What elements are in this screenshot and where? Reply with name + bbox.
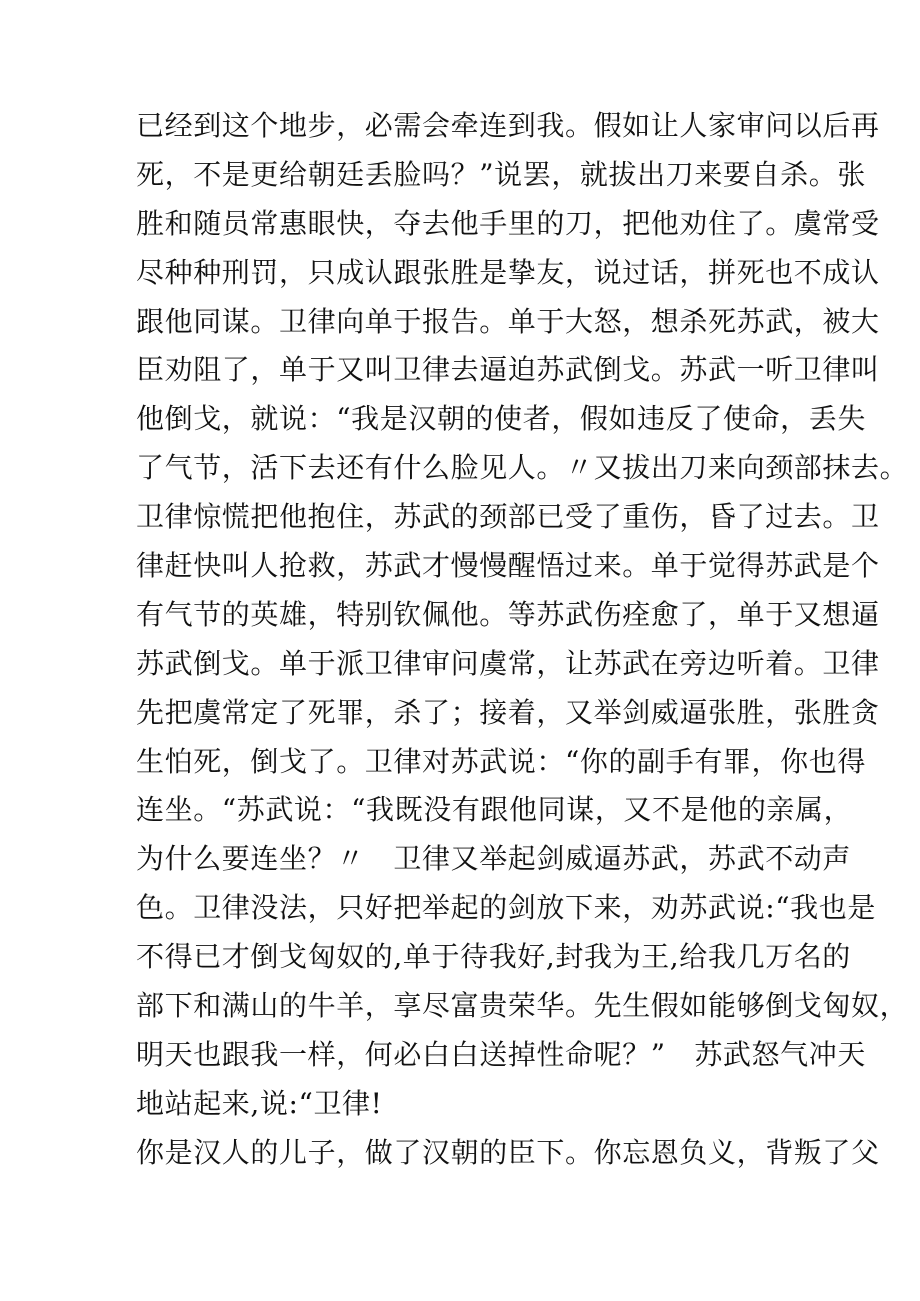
- text-line: 明天也跟我一样，何必白白送掉性命呢？” 苏武怒气冲天: [136, 1037, 866, 1071]
- text-line: 色。卫律没法，只好把举起的剑放下来，劝苏武说:“我也是: [136, 891, 876, 925]
- text-line: 有气节的英雄，特别钦佩他。等苏武伤痊愈了，单于又想逼: [136, 597, 880, 631]
- text-line: 地站起来,说:“卫律!: [136, 1086, 383, 1120]
- text-line: 臣劝阻了，单于又叫卫律去逼迫苏武倒戈。苏武一听卫律叫: [136, 353, 880, 387]
- text-line: 他倒戈，就说：“我是汉朝的使者，假如违反了使命，丢失: [136, 402, 866, 436]
- text-line: 卫律惊慌把他抱住，苏武的颈部已受了重伤，昏了过去。卫: [136, 500, 880, 534]
- text-line: 死，不是更给朝廷丢脸吗？”说罢，就拔出刀来要自杀。张: [136, 157, 866, 191]
- document-body-text: [136, 102, 909, 1178]
- text-line: 不得已才倒戈匈奴的,单于待我好,封我为王,给我几万名的: [136, 940, 851, 974]
- text-line: 苏武倒戈。单于派卫律审问虞常，让苏武在旁边听着。卫律: [136, 646, 880, 680]
- text-line: 胜和随员常惠眼快，夺去他手里的刀，把他劝住了。虞常受: [136, 206, 880, 240]
- text-line: 先把虞常定了死罪，杀了；接着，又举剑威逼张胜，张胜贪: [136, 695, 880, 729]
- text-line: 生怕死，倒戈了。卫律对苏武说：“你的副手有罪，你也得: [136, 744, 866, 778]
- text-line: 跟他同谋。卫律向单于报告。单于大怒，想杀死苏武，被大: [136, 304, 880, 338]
- text-line: 部下和满山的牛羊，享尽富贵荣华。先生假如能够倒戈匈奴，: [136, 989, 909, 1023]
- text-line: 律赶快叫人抢救，苏武才慢慢醒悟过来。单于觉得苏武是个: [136, 549, 880, 583]
- text-line: 你是汉人的儿子，做了汉朝的臣下。你忘恩负义，背叛了父: [136, 1135, 880, 1169]
- text-line: 已经到这个地步，必需会牵连到我。假如让人家审问以后再: [136, 109, 880, 142]
- text-line: 连坐。“苏武说：“我既没有跟他同谋，又不是他的亲属，: [136, 793, 853, 827]
- text-line: 为什么要连坐？〃 卫律又举起剑威逼苏武，苏武不动声: [136, 842, 852, 876]
- text-line: 尽种种刑罚，只成认跟张胜是挚友，说过话，拼死也不成认: [136, 255, 880, 289]
- text-line: 了气节，活下去还有什么脸见人。〃又拔出刀来向颈部抹去。: [136, 451, 909, 485]
